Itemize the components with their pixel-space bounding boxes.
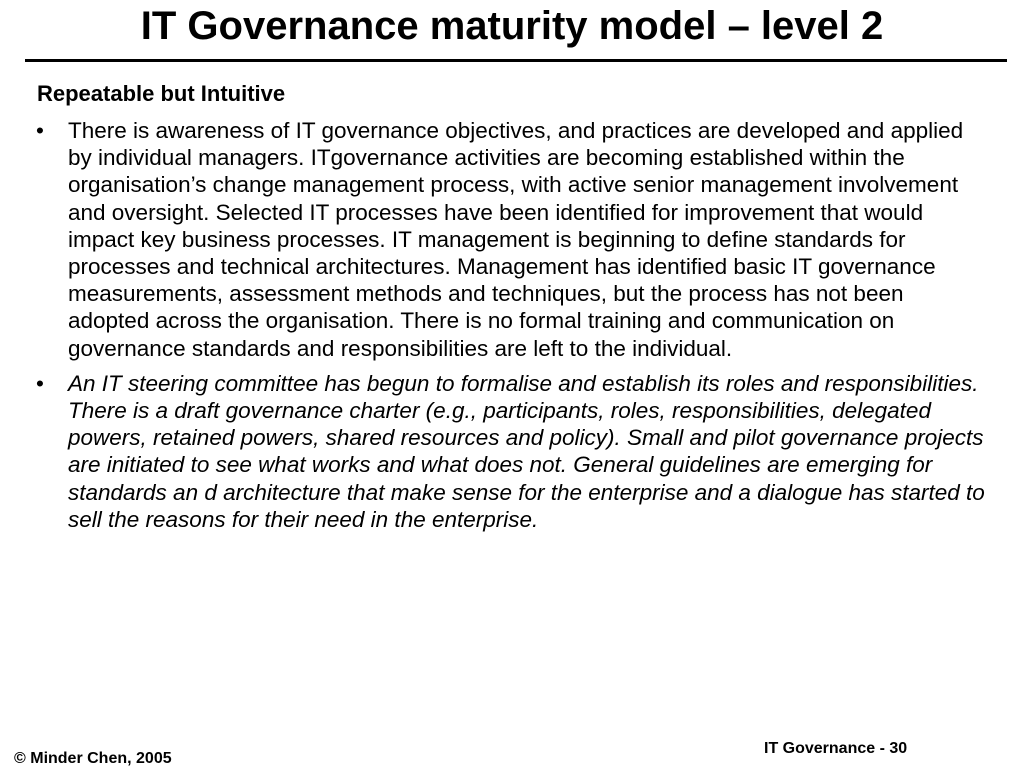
bullet-marker: • — [36, 118, 44, 143]
bullet-text: There is awareness of IT governance objectives, and practices are developed and applied by individual managers. ITgovernance activities are becoming established within the organisation’s change management process, with active senior management involvement and oversight. Selected IT processes have been identified for improvement that would impact key business processes. IT management is beginning to define standards for processes and technical architectures. Management has identified basic IT governance measurements, assessment methods and techniques, but the process has not been adopted across the organisation. There is no formal training and communication on governance standards and responsibilities are left to the individual. — [68, 118, 964, 361]
slide-title: IT Governance maturity model – level 2 — [140, 4, 884, 48]
bullet-item-steering-committee — [30, 370, 990, 533]
bullet-marker: • — [36, 370, 44, 396]
bullet-item-awareness — [30, 117, 990, 362]
bullet-text: An IT steering committee has begun to formalise and establish its roles and responsibilities. There is a draft governance charter (e.g., participants, roles, responsibilities, delegated powers, retained powers, shared resources and policy). Small and pilot governance projects are initiated to see what works and what does not. General guidelines are emerging for standards an d architecture that make sense for the enterprise and a dialogue has started to sell the reasons for their need in the enterprise. — [68, 370, 985, 532]
footer-copyright: © Minder Chen, 2005 — [14, 750, 172, 767]
bullet-list — [30, 117, 990, 541]
footer-page-label: IT Governance - 30 — [764, 740, 908, 757]
title-divider — [25, 59, 1007, 62]
slide-subtitle: Repeatable but Intuitive — [37, 81, 286, 106]
